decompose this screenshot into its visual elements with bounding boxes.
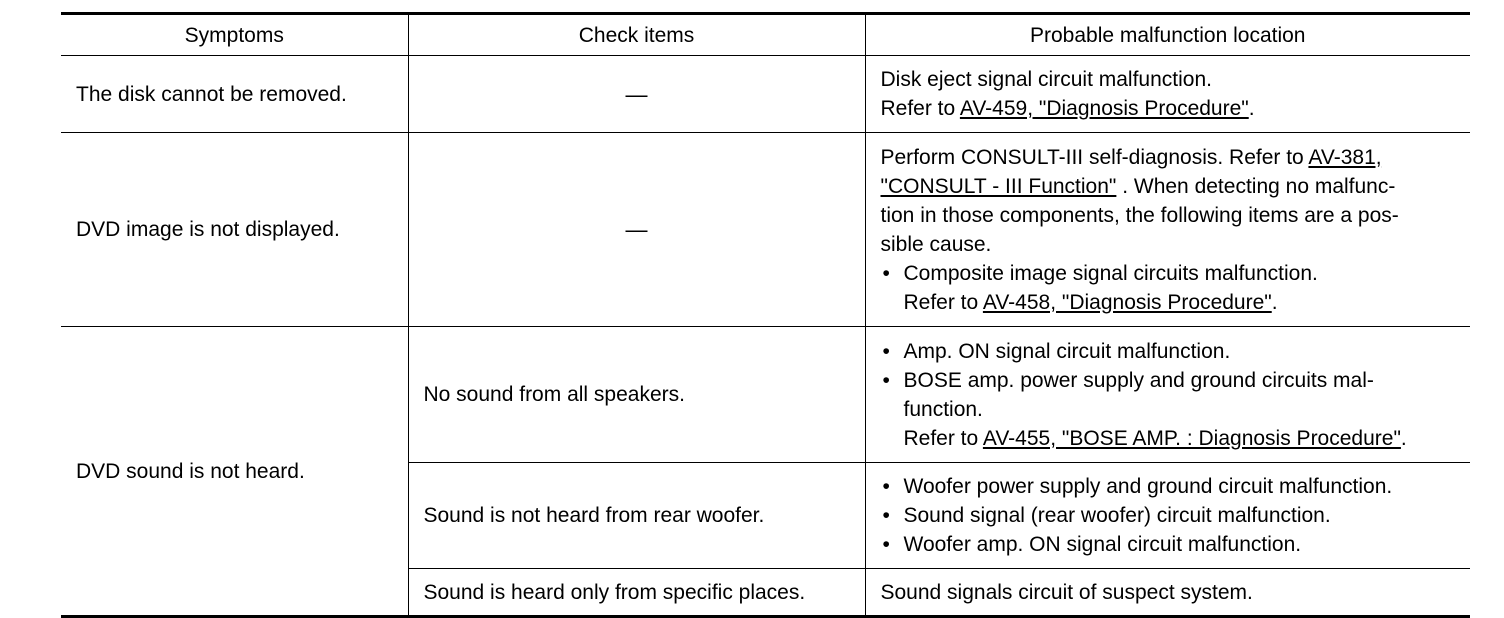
refer-suffix: . (1271, 290, 1278, 314)
location-cell (865, 327, 1470, 463)
header-probable-location: Probable malfunction location (865, 14, 1470, 56)
bullet-item: • Amp. ON signal circuit malfunction. (881, 337, 1463, 366)
reference-link-av-455[interactable]: AV-455, "BOSE AMP. : Diagnosis Procedure" (982, 426, 1401, 450)
check-cell: Sound is not heard from rear woofer. (408, 463, 865, 569)
refer-prefix: Refer to (903, 290, 983, 314)
location-text: Perform CONSULT-III self-diagnosis. Refer to (880, 145, 1309, 169)
symptom-cell: DVD sound is not heard. (61, 327, 408, 617)
location-text: sible cause. (880, 232, 992, 256)
diagnosis-table-container (61, 12, 1470, 618)
location-cell: Sound signals circuit of suspect system. (865, 569, 1470, 617)
symptom-cell: The disk cannot be removed. (61, 56, 408, 133)
location-cell (865, 56, 1470, 133)
reference-link-av-459[interactable]: AV-459, "Diagnosis Procedure" (959, 97, 1249, 120)
check-cell: — (408, 56, 865, 133)
table-row-disk (61, 56, 1470, 133)
header-check-items: Check items (408, 14, 865, 56)
bullet-item: • Woofer power supply and ground circuit malfunction. (881, 472, 1463, 501)
bullet-item: • Woofer amp. ON signal circuit malfunction. (881, 530, 1463, 559)
bullet-continuation: function. (903, 397, 983, 421)
location-line (881, 143, 1463, 172)
table-row-sound-all-speakers (61, 327, 1470, 463)
reference-link-av-381[interactable]: AV-381, (1308, 145, 1382, 169)
bullet-item: • BOSE amp. power supply and ground circuits mal- (881, 366, 1463, 395)
refer-suffix: . (1248, 97, 1255, 120)
location-text: Disk eject signal circuit malfunction. (880, 68, 1212, 91)
symptom-diagnosis-table (61, 12, 1470, 618)
bullet-item: • Sound signal (rear woofer) circuit malfunction. (881, 501, 1463, 530)
refer-suffix: . (1400, 426, 1407, 450)
symptom-cell: DVD image is not displayed. (61, 133, 408, 327)
table-row-image (61, 133, 1470, 327)
header-symptoms: Symptoms (61, 14, 408, 56)
check-cell: Sound is heard only from specific places. (408, 569, 865, 617)
refer-line (881, 94, 1463, 123)
refer-line (881, 424, 1463, 453)
header-row (61, 14, 1470, 56)
reference-link-av-458[interactable]: AV-458, "Diagnosis Procedure" (982, 290, 1272, 314)
location-line (881, 172, 1463, 201)
location-text: tion in those components, the following items are a pos- (880, 203, 1399, 227)
location-cell (865, 133, 1470, 327)
reference-link-consult-function[interactable]: "CONSULT - III Function" (880, 174, 1117, 198)
refer-prefix: Refer to (903, 426, 983, 450)
bullet-item: • Composite image signal circuits malfunction. (881, 259, 1463, 288)
check-cell: — (408, 133, 865, 327)
check-cell: No sound from all speakers. (408, 327, 865, 463)
refer-prefix: Refer to (880, 97, 960, 120)
location-text: . When detecting no malfunc- (1116, 174, 1396, 198)
location-cell (865, 463, 1470, 569)
refer-line (881, 288, 1463, 317)
